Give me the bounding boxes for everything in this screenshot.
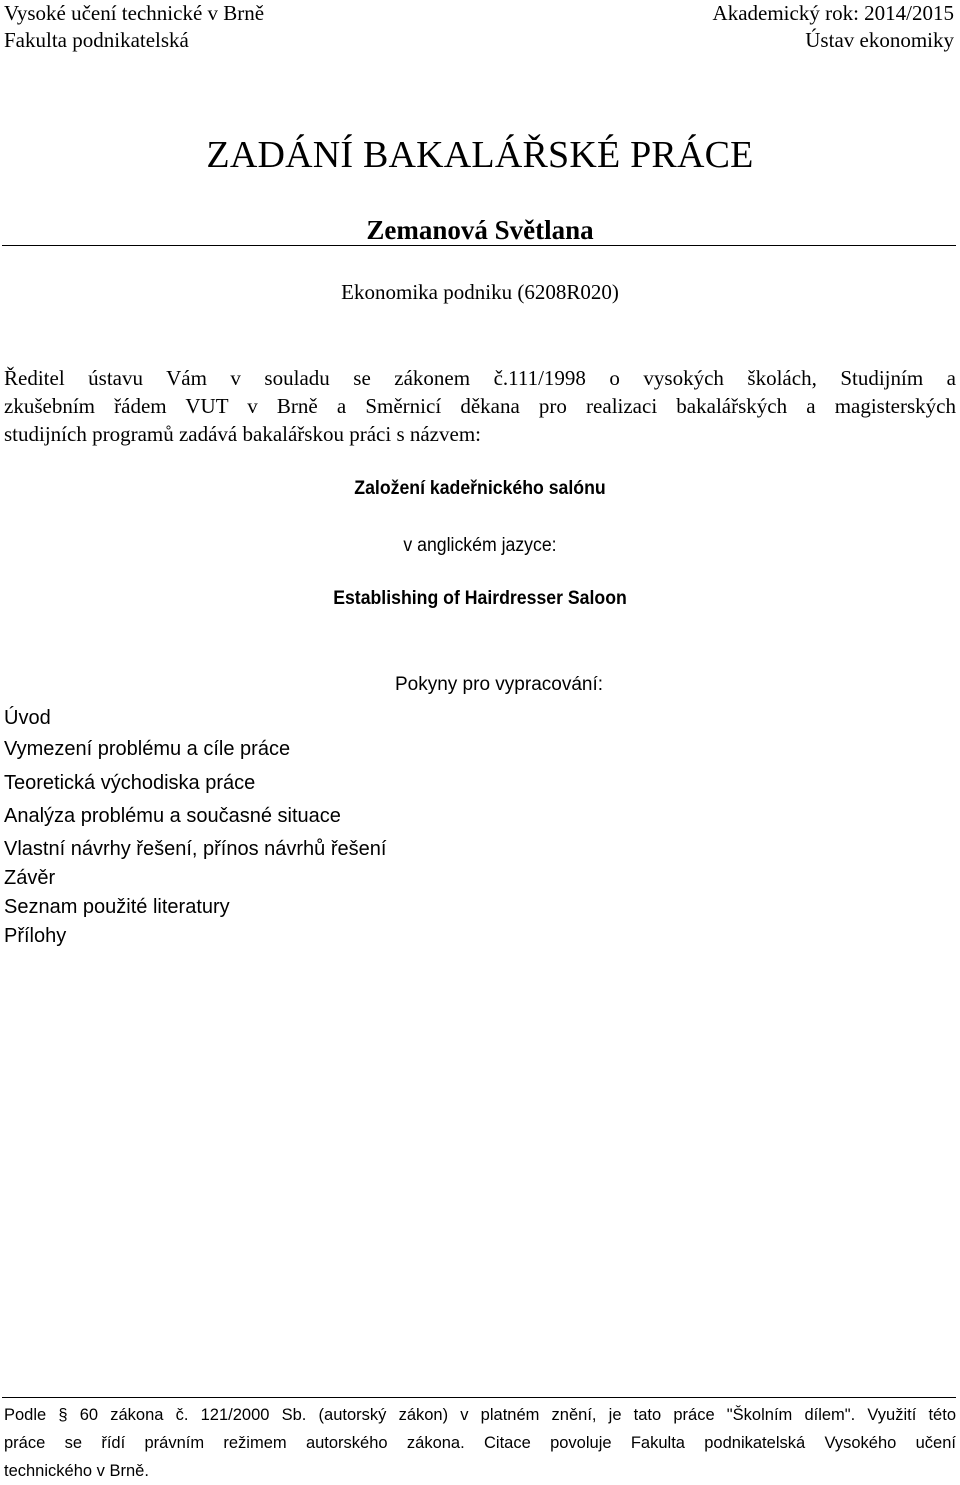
intro-line: zkušebním řádem VUT v Brně a Směrnicí děkana pro realizaci bakalářských a magisterských — [4, 394, 956, 418]
thesis-title-czech: Založení kadeřnického salónu — [354, 478, 606, 499]
list-item: Vlastní návrhy řešení, přínos návrhů řešení — [4, 838, 387, 860]
list-item: Vymezení problému a cíle práce — [4, 738, 291, 760]
copyright-notice — [4, 1401, 956, 1485]
footer-line: práce se řídí právním režimem autorského zákona. Citace povoluje Fakulta podnikatelská Vysokého učení — [4, 1434, 956, 1452]
thesis-title-english: Establishing of Hairdresser Saloon — [333, 588, 627, 609]
intro-line: Ředitel ústavu Vám v souladu se zákonem č.111/1998 o vysokých školách, Studijním a — [4, 366, 956, 390]
university-name: Vysoké učení technické v Brně — [4, 1, 265, 25]
list-item: Teoretická východiska práce — [4, 772, 256, 794]
footer-line: technického v Brně. — [4, 1462, 149, 1480]
institute-name: Ústav ekonomiky — [805, 28, 954, 52]
footer-line: Podle § 60 zákona č. 121/2000 Sb. (autorský zákon) v platném znění, je tato práce "Školním dílem". Využití této — [4, 1406, 956, 1424]
english-title-label: v anglickém jazyce: — [403, 535, 557, 556]
list-item: Seznam použité literatury — [4, 896, 230, 918]
intro-paragraph — [4, 364, 956, 448]
list-item: Závěr — [4, 867, 56, 889]
list-item: Analýza problému a současné situace — [4, 805, 341, 827]
footer-divider — [2, 1397, 956, 1398]
academic-year: Akademický rok: 2014/2015 — [712, 1, 954, 25]
instructions-heading-text: Pokyny pro vypracování: — [394, 674, 604, 695]
study-program: Ekonomika podniku (6208R020) — [341, 280, 619, 304]
document-title: ZADÁNÍ BAKALÁŘSKÉ PRÁCE — [206, 134, 754, 176]
faculty-name: Fakulta podnikatelská — [4, 28, 189, 52]
list-item: Úvod — [4, 707, 51, 729]
intro-line: studijních programů zadává bakalářskou práci s názvem: — [4, 422, 481, 446]
name-divider — [2, 245, 956, 246]
instructions-heading — [0, 674, 960, 696]
list-item: Přílohy — [4, 925, 67, 947]
student-name: Zemanová Světlana — [366, 215, 594, 245]
